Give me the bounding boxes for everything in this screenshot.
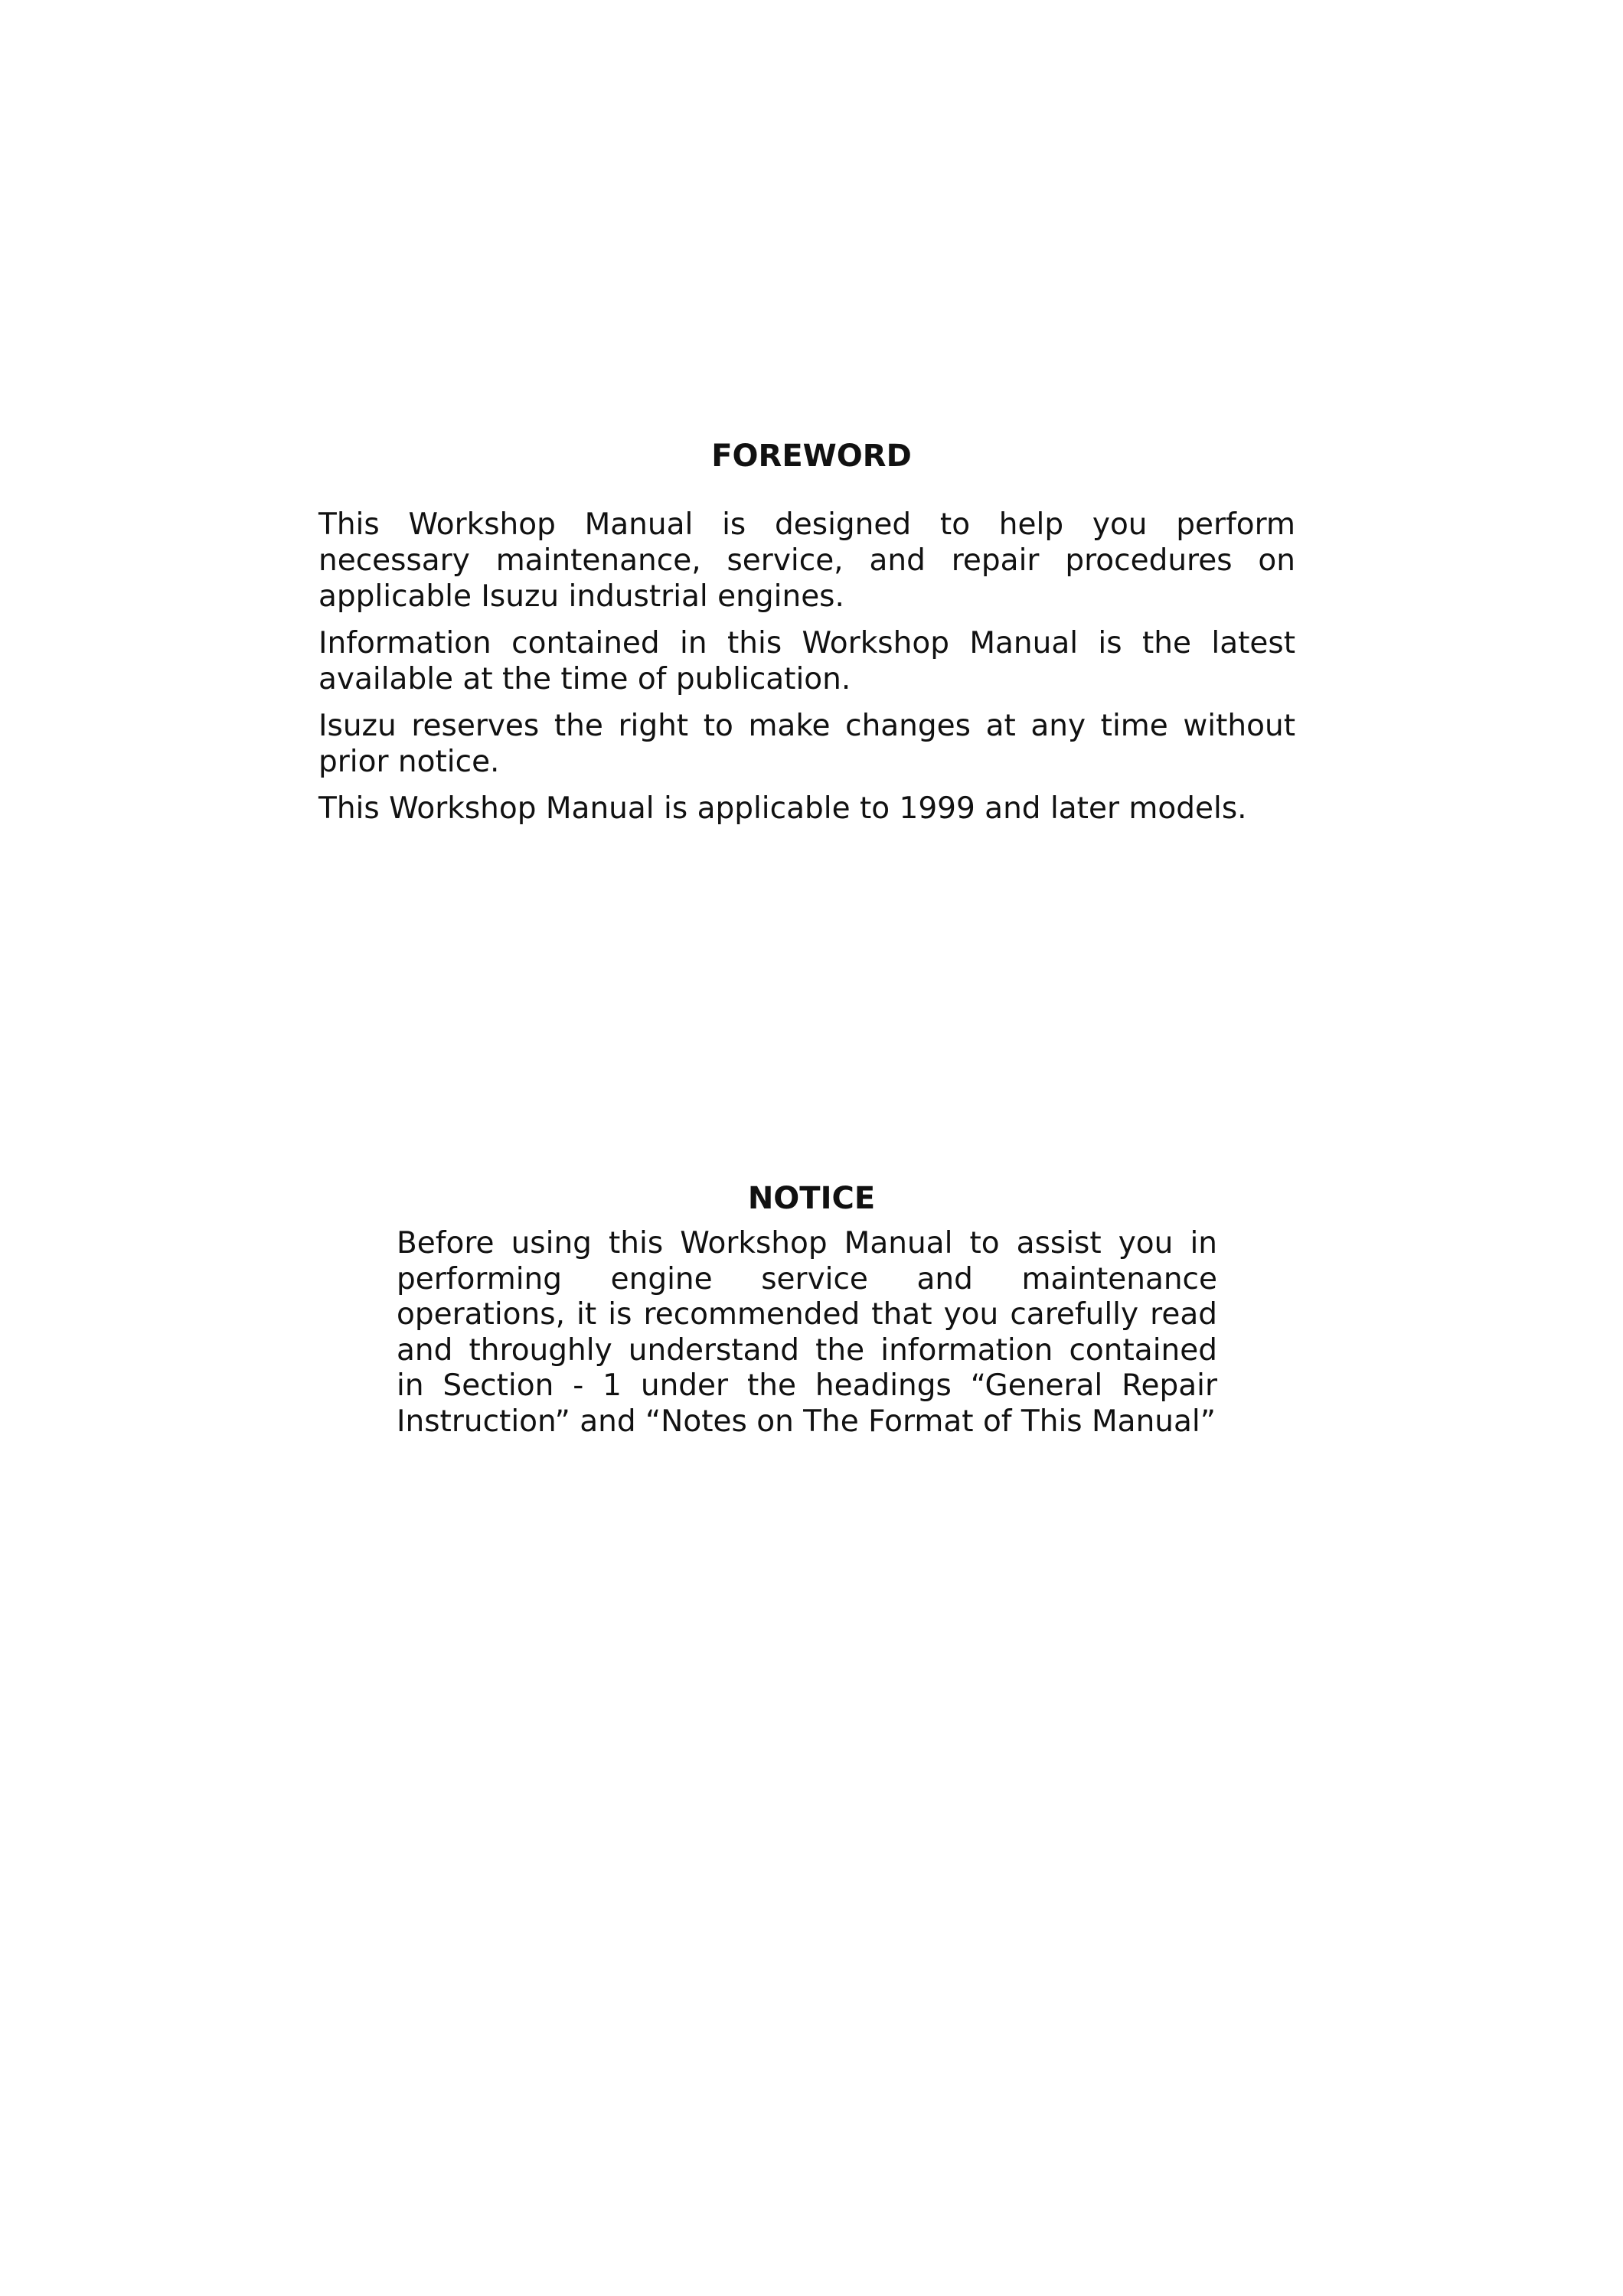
foreword-paragraph-currency: Information contained in this Workshop Manual is the latest available at the time of publication.	[318, 626, 1295, 696]
foreword-paragraph-purpose: This Workshop Manual is designed to help you perform necessary maintenance, service, and repair procedures on applicable Isuzu industrial engines.	[318, 507, 1295, 614]
foreword-section	[318, 507, 1295, 837]
foreword-title: FOREWORD	[711, 439, 912, 474]
notice-paragraph: Before using this Workshop Manual to assist you in performing engine service and maintenance operations, it is recommended that you carefully read and throughly understand the information contained in Section - 1 under the headings “General Repair Instruction” and “Notes on The Format of This Manual”	[397, 1226, 1217, 1439]
notice-section	[397, 1226, 1217, 1440]
foreword-paragraph-changes: Isuzu reserves the right to make changes at any time without prior notice.	[318, 709, 1295, 779]
notice-title: NOTICE	[747, 1181, 876, 1216]
foreword-paragraph-applicability: This Workshop Manual is applicable to 1999 and later models.	[318, 791, 1247, 826]
